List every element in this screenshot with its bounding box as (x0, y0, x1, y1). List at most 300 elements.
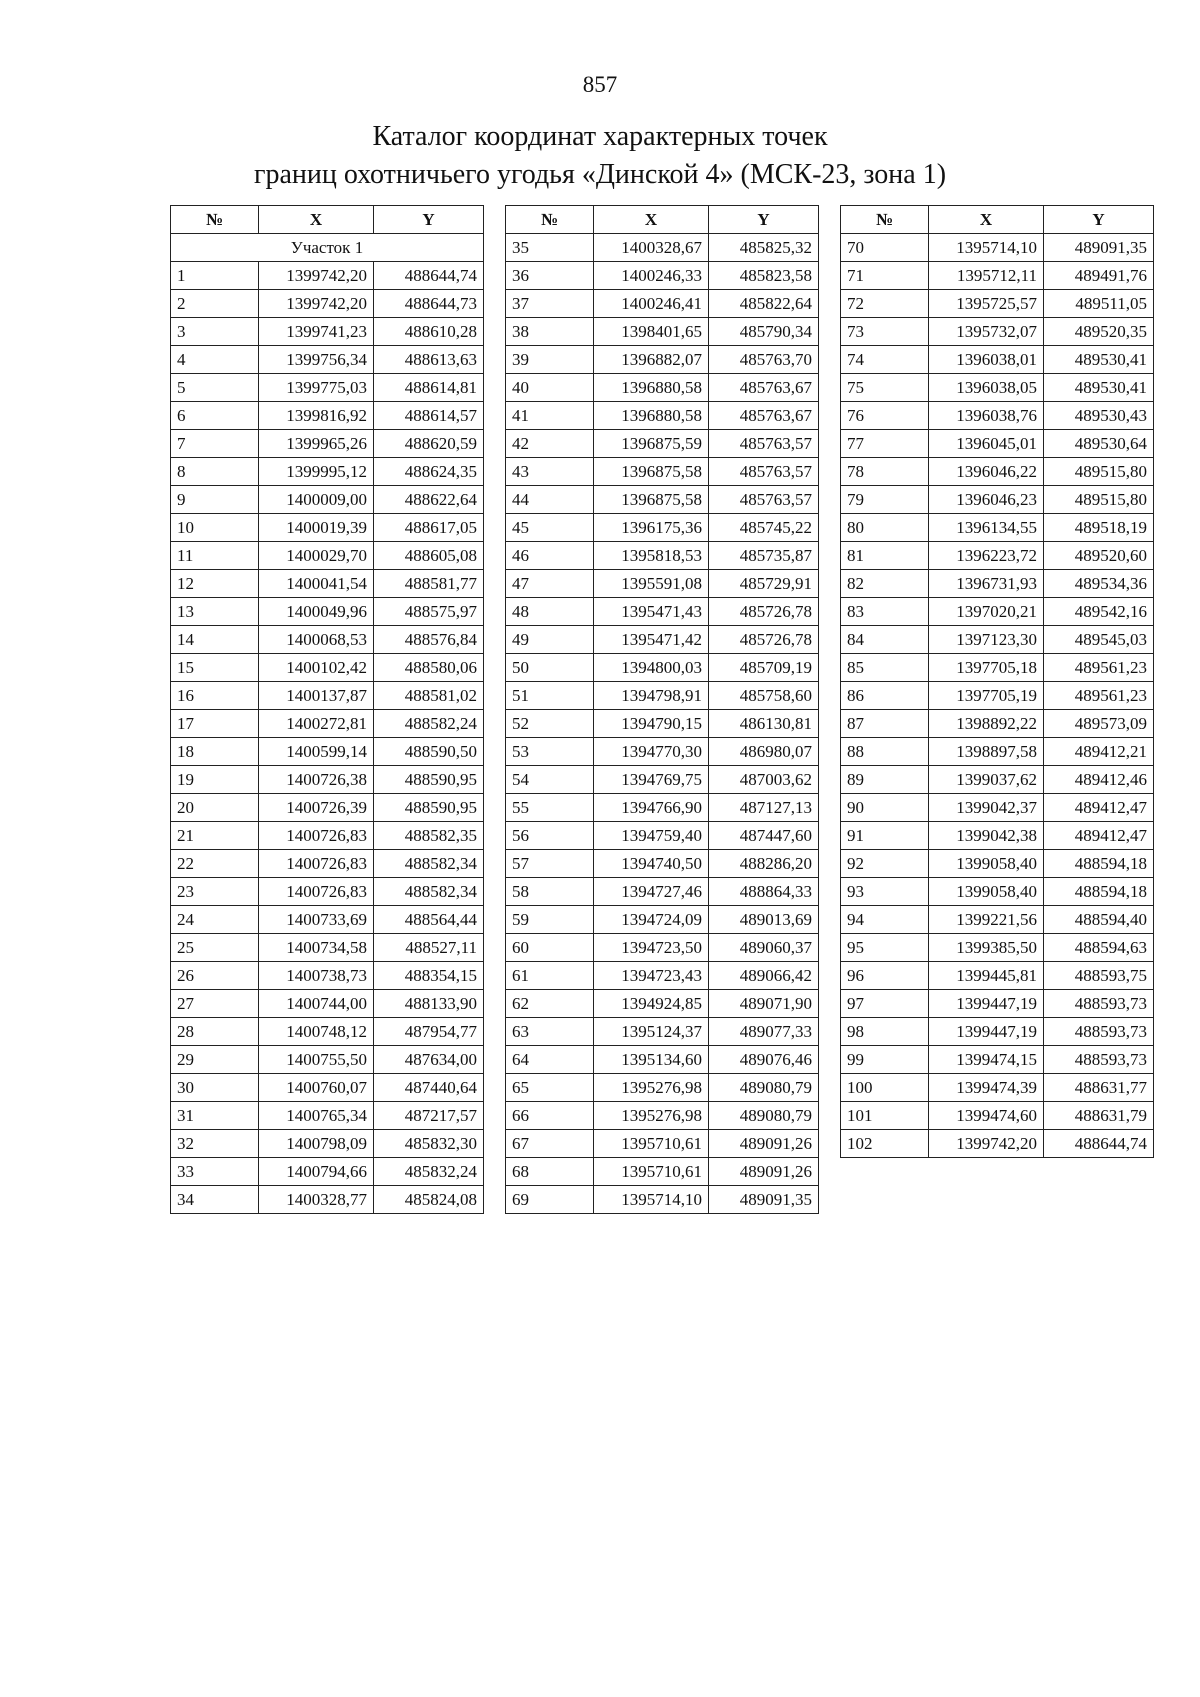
table-row (506, 374, 819, 402)
y-coordinate: 488593,73 (1044, 990, 1154, 1018)
table-row (506, 514, 819, 542)
y-coordinate: 488582,34 (374, 878, 484, 906)
x-coordinate: 1395124,37 (594, 1018, 709, 1046)
x-coordinate: 1400733,69 (259, 906, 374, 934)
table-row (171, 402, 484, 430)
table-row (841, 962, 1154, 990)
point-number: 57 (506, 850, 594, 878)
x-coordinate: 1397705,19 (929, 682, 1044, 710)
x-coordinate: 1399742,20 (259, 290, 374, 318)
y-coordinate: 488593,73 (1044, 1018, 1154, 1046)
table-row (171, 262, 484, 290)
x-coordinate: 1399742,20 (259, 262, 374, 290)
y-coordinate: 488864,33 (709, 878, 819, 906)
y-coordinate: 486130,81 (709, 710, 819, 738)
table-row (841, 1074, 1154, 1102)
y-coordinate: 489491,76 (1044, 262, 1154, 290)
x-coordinate: 1396875,58 (594, 486, 709, 514)
y-coordinate: 488576,84 (374, 626, 484, 654)
y-coordinate: 489091,35 (1044, 234, 1154, 262)
y-coordinate: 488575,97 (374, 598, 484, 626)
table-row (841, 934, 1154, 962)
point-number: 7 (171, 430, 259, 458)
y-coordinate: 488564,44 (374, 906, 484, 934)
point-number: 70 (841, 234, 929, 262)
y-coordinate: 488594,40 (1044, 906, 1154, 934)
point-number: 33 (171, 1158, 259, 1186)
y-coordinate: 487634,00 (374, 1046, 484, 1074)
point-number: 4 (171, 346, 259, 374)
x-coordinate: 1400029,70 (259, 542, 374, 570)
x-coordinate: 1399447,19 (929, 990, 1044, 1018)
point-number: 95 (841, 934, 929, 962)
y-coordinate: 485745,22 (709, 514, 819, 542)
x-coordinate: 1394759,40 (594, 822, 709, 850)
y-coordinate: 488590,50 (374, 738, 484, 766)
table-row (171, 990, 484, 1018)
table-row (506, 1046, 819, 1074)
table-row (506, 486, 819, 514)
table-row (171, 626, 484, 654)
table-row (841, 878, 1154, 906)
x-coordinate: 1396875,58 (594, 458, 709, 486)
y-coordinate: 488582,35 (374, 822, 484, 850)
header-x: X (259, 206, 374, 234)
table-row (171, 598, 484, 626)
y-coordinate: 489412,47 (1044, 794, 1154, 822)
point-number: 28 (171, 1018, 259, 1046)
point-number: 19 (171, 766, 259, 794)
table-row (506, 1102, 819, 1130)
x-coordinate: 1397020,21 (929, 598, 1044, 626)
x-coordinate: 1400798,09 (259, 1130, 374, 1158)
x-coordinate: 1395710,61 (594, 1158, 709, 1186)
y-coordinate: 485790,34 (709, 318, 819, 346)
x-coordinate: 1400272,81 (259, 710, 374, 738)
point-number: 92 (841, 850, 929, 878)
x-coordinate: 1396875,59 (594, 430, 709, 458)
x-coordinate: 1400019,39 (259, 514, 374, 542)
x-coordinate: 1400041,54 (259, 570, 374, 598)
table-row (171, 962, 484, 990)
x-coordinate: 1400246,33 (594, 262, 709, 290)
y-coordinate: 488631,77 (1044, 1074, 1154, 1102)
x-coordinate: 1400734,58 (259, 934, 374, 962)
document-title (0, 118, 1200, 194)
x-coordinate: 1399445,81 (929, 962, 1044, 990)
y-coordinate: 488581,77 (374, 570, 484, 598)
table-row (171, 794, 484, 822)
point-number: 89 (841, 766, 929, 794)
x-coordinate: 1396175,36 (594, 514, 709, 542)
table-row (841, 598, 1154, 626)
coordinates-table-2 (505, 205, 819, 1214)
y-coordinate: 489530,41 (1044, 374, 1154, 402)
point-number: 56 (506, 822, 594, 850)
table-row (506, 822, 819, 850)
x-coordinate: 1395710,61 (594, 1130, 709, 1158)
y-coordinate: 489077,33 (709, 1018, 819, 1046)
table-row (171, 1158, 484, 1186)
table-row (506, 682, 819, 710)
point-number: 48 (506, 598, 594, 626)
y-coordinate: 488527,11 (374, 934, 484, 962)
table-row (841, 402, 1154, 430)
y-coordinate: 489511,05 (1044, 290, 1154, 318)
point-number: 21 (171, 822, 259, 850)
table-row (841, 710, 1154, 738)
point-number: 35 (506, 234, 594, 262)
table-row (841, 682, 1154, 710)
table-header-row (841, 206, 1154, 234)
coordinates-table-3 (840, 205, 1154, 1158)
x-coordinate: 1395818,53 (594, 542, 709, 570)
table-row (171, 374, 484, 402)
y-coordinate: 488582,34 (374, 850, 484, 878)
y-coordinate: 488622,64 (374, 486, 484, 514)
point-number: 41 (506, 402, 594, 430)
point-number: 78 (841, 458, 929, 486)
x-coordinate: 1400760,07 (259, 1074, 374, 1102)
x-coordinate: 1400049,96 (259, 598, 374, 626)
y-coordinate: 487003,62 (709, 766, 819, 794)
y-coordinate: 487447,60 (709, 822, 819, 850)
point-number: 40 (506, 374, 594, 402)
y-coordinate: 489013,69 (709, 906, 819, 934)
point-number: 36 (506, 262, 594, 290)
point-number: 14 (171, 626, 259, 654)
x-coordinate: 1400755,50 (259, 1046, 374, 1074)
y-coordinate: 488354,15 (374, 962, 484, 990)
point-number: 69 (506, 1186, 594, 1214)
point-number: 9 (171, 486, 259, 514)
table-header-row (171, 206, 484, 234)
x-coordinate: 1394770,30 (594, 738, 709, 766)
y-coordinate: 489530,41 (1044, 346, 1154, 374)
x-coordinate: 1400102,42 (259, 654, 374, 682)
y-coordinate: 487954,77 (374, 1018, 484, 1046)
table-row (841, 906, 1154, 934)
table-row (171, 458, 484, 486)
point-number: 23 (171, 878, 259, 906)
table-row (841, 822, 1154, 850)
y-coordinate: 489530,64 (1044, 430, 1154, 458)
y-coordinate: 485822,64 (709, 290, 819, 318)
x-coordinate: 1400328,77 (259, 1186, 374, 1214)
point-number: 76 (841, 402, 929, 430)
point-number: 34 (171, 1186, 259, 1214)
point-number: 91 (841, 822, 929, 850)
point-number: 27 (171, 990, 259, 1018)
y-coordinate: 488133,90 (374, 990, 484, 1018)
point-number: 82 (841, 570, 929, 598)
point-number: 71 (841, 262, 929, 290)
y-coordinate: 488631,79 (1044, 1102, 1154, 1130)
x-coordinate: 1394769,75 (594, 766, 709, 794)
table-row (841, 542, 1154, 570)
table-row (506, 906, 819, 934)
x-coordinate: 1399775,03 (259, 374, 374, 402)
table-row (841, 486, 1154, 514)
point-number: 83 (841, 598, 929, 626)
y-coordinate: 489091,26 (709, 1158, 819, 1186)
y-coordinate: 488624,35 (374, 458, 484, 486)
point-number: 65 (506, 1074, 594, 1102)
table-row (841, 1102, 1154, 1130)
x-coordinate: 1396880,58 (594, 374, 709, 402)
point-number: 11 (171, 542, 259, 570)
y-coordinate: 488605,08 (374, 542, 484, 570)
y-coordinate: 485735,87 (709, 542, 819, 570)
table-row (841, 262, 1154, 290)
y-coordinate: 488644,73 (374, 290, 484, 318)
x-coordinate: 1399385,50 (929, 934, 1044, 962)
y-coordinate: 485825,32 (709, 234, 819, 262)
point-number: 61 (506, 962, 594, 990)
table-row (171, 906, 484, 934)
y-coordinate: 489412,47 (1044, 822, 1154, 850)
y-coordinate: 485832,30 (374, 1130, 484, 1158)
table-row (171, 878, 484, 906)
y-coordinate: 488644,74 (374, 262, 484, 290)
y-coordinate: 485763,70 (709, 346, 819, 374)
x-coordinate: 1394924,85 (594, 990, 709, 1018)
point-number: 60 (506, 934, 594, 962)
x-coordinate: 1396046,23 (929, 486, 1044, 514)
y-coordinate: 489080,79 (709, 1102, 819, 1130)
y-coordinate: 489071,90 (709, 990, 819, 1018)
point-number: 100 (841, 1074, 929, 1102)
x-coordinate: 1399741,23 (259, 318, 374, 346)
x-coordinate: 1400765,34 (259, 1102, 374, 1130)
table-row (171, 738, 484, 766)
y-coordinate: 488593,73 (1044, 1046, 1154, 1074)
point-number: 75 (841, 374, 929, 402)
x-coordinate: 1394800,03 (594, 654, 709, 682)
point-number: 88 (841, 738, 929, 766)
point-number: 47 (506, 570, 594, 598)
table-row (171, 1130, 484, 1158)
x-coordinate: 1394798,91 (594, 682, 709, 710)
table-row (171, 570, 484, 598)
y-coordinate: 488644,74 (1044, 1130, 1154, 1158)
table-row (506, 850, 819, 878)
y-coordinate: 489545,03 (1044, 626, 1154, 654)
y-coordinate: 489561,23 (1044, 654, 1154, 682)
point-number: 8 (171, 458, 259, 486)
y-coordinate: 485832,24 (374, 1158, 484, 1186)
table-row (841, 318, 1154, 346)
x-coordinate: 1395276,98 (594, 1102, 709, 1130)
table-row (506, 1158, 819, 1186)
point-number: 29 (171, 1046, 259, 1074)
y-coordinate: 488582,24 (374, 710, 484, 738)
y-coordinate: 488581,02 (374, 682, 484, 710)
y-coordinate: 487440,64 (374, 1074, 484, 1102)
table-row (841, 990, 1154, 1018)
point-number: 58 (506, 878, 594, 906)
table-row (506, 1186, 819, 1214)
x-coordinate: 1396045,01 (929, 430, 1044, 458)
y-coordinate: 488590,95 (374, 794, 484, 822)
y-coordinate: 485763,57 (709, 458, 819, 486)
x-coordinate: 1397705,18 (929, 654, 1044, 682)
point-number: 85 (841, 654, 929, 682)
table-row (506, 766, 819, 794)
table-row (171, 850, 484, 878)
y-coordinate: 489515,80 (1044, 458, 1154, 486)
table-row (171, 682, 484, 710)
point-number: 13 (171, 598, 259, 626)
x-coordinate: 1400009,00 (259, 486, 374, 514)
point-number: 81 (841, 542, 929, 570)
x-coordinate: 1395276,98 (594, 1074, 709, 1102)
y-coordinate: 485729,91 (709, 570, 819, 598)
y-coordinate: 489518,19 (1044, 514, 1154, 542)
y-coordinate: 489520,35 (1044, 318, 1154, 346)
table-row (171, 514, 484, 542)
x-coordinate: 1396882,07 (594, 346, 709, 374)
point-number: 37 (506, 290, 594, 318)
table-row (506, 990, 819, 1018)
y-coordinate: 488610,28 (374, 318, 484, 346)
table-row (506, 878, 819, 906)
point-number: 84 (841, 626, 929, 654)
table-row (506, 318, 819, 346)
point-number: 74 (841, 346, 929, 374)
x-coordinate: 1399756,34 (259, 346, 374, 374)
table-row (171, 654, 484, 682)
y-coordinate: 485763,57 (709, 486, 819, 514)
x-coordinate: 1399816,92 (259, 402, 374, 430)
page-number: 857 (582, 72, 618, 97)
y-coordinate: 485763,67 (709, 374, 819, 402)
x-coordinate: 1400328,67 (594, 234, 709, 262)
table-row (841, 290, 1154, 318)
point-number: 97 (841, 990, 929, 1018)
x-coordinate: 1398897,58 (929, 738, 1044, 766)
y-coordinate: 485726,78 (709, 626, 819, 654)
x-coordinate: 1400068,53 (259, 626, 374, 654)
point-number: 87 (841, 710, 929, 738)
point-number: 18 (171, 738, 259, 766)
point-number: 66 (506, 1102, 594, 1130)
table-row (841, 374, 1154, 402)
x-coordinate: 1399447,19 (929, 1018, 1044, 1046)
y-coordinate: 489530,43 (1044, 402, 1154, 430)
y-coordinate: 489091,26 (709, 1130, 819, 1158)
header-number: № (841, 206, 929, 234)
x-coordinate: 1396038,05 (929, 374, 1044, 402)
table-row (506, 402, 819, 430)
x-coordinate: 1395725,57 (929, 290, 1044, 318)
table-row (841, 514, 1154, 542)
point-number: 73 (841, 318, 929, 346)
x-coordinate: 1399058,40 (929, 850, 1044, 878)
table-row (171, 486, 484, 514)
x-coordinate: 1400726,38 (259, 766, 374, 794)
x-coordinate: 1399995,12 (259, 458, 374, 486)
table-row (171, 934, 484, 962)
point-number: 63 (506, 1018, 594, 1046)
x-coordinate: 1395471,43 (594, 598, 709, 626)
y-coordinate: 489091,35 (709, 1186, 819, 1214)
y-coordinate: 489561,23 (1044, 682, 1154, 710)
header-number: № (171, 206, 259, 234)
header-y: Y (1044, 206, 1154, 234)
x-coordinate: 1400726,83 (259, 878, 374, 906)
table-row (506, 962, 819, 990)
x-coordinate: 1396038,01 (929, 346, 1044, 374)
x-coordinate: 1400726,83 (259, 850, 374, 878)
table-row (171, 318, 484, 346)
table-row (841, 766, 1154, 794)
header-x: X (594, 206, 709, 234)
y-coordinate: 488594,18 (1044, 878, 1154, 906)
table-row (506, 458, 819, 486)
y-coordinate: 486980,07 (709, 738, 819, 766)
x-coordinate: 1395732,07 (929, 318, 1044, 346)
table-row (506, 542, 819, 570)
table-row (841, 234, 1154, 262)
table-row (171, 430, 484, 458)
point-number: 1 (171, 262, 259, 290)
point-number: 72 (841, 290, 929, 318)
y-coordinate: 488594,18 (1044, 850, 1154, 878)
x-coordinate: 1395714,10 (929, 234, 1044, 262)
table-row (506, 710, 819, 738)
point-number: 10 (171, 514, 259, 542)
point-number: 15 (171, 654, 259, 682)
x-coordinate: 1400726,39 (259, 794, 374, 822)
y-coordinate: 485709,19 (709, 654, 819, 682)
y-coordinate: 489515,80 (1044, 486, 1154, 514)
table-row (506, 262, 819, 290)
point-number: 43 (506, 458, 594, 486)
x-coordinate: 1395591,08 (594, 570, 709, 598)
table-row (841, 346, 1154, 374)
point-number: 32 (171, 1130, 259, 1158)
y-coordinate: 485763,57 (709, 430, 819, 458)
x-coordinate: 1398892,22 (929, 710, 1044, 738)
y-coordinate: 485763,67 (709, 402, 819, 430)
x-coordinate: 1395134,60 (594, 1046, 709, 1074)
table-row (171, 1046, 484, 1074)
coordinates-table-1 (170, 205, 484, 1214)
y-coordinate: 485824,08 (374, 1186, 484, 1214)
x-coordinate: 1394723,50 (594, 934, 709, 962)
y-coordinate: 489573,09 (1044, 710, 1154, 738)
table-row (841, 1018, 1154, 1046)
table-row (506, 290, 819, 318)
table-row (506, 1074, 819, 1102)
y-coordinate: 488593,75 (1044, 962, 1154, 990)
point-number: 102 (841, 1130, 929, 1158)
point-number: 49 (506, 626, 594, 654)
y-coordinate: 487217,57 (374, 1102, 484, 1130)
table-row (506, 346, 819, 374)
point-number: 98 (841, 1018, 929, 1046)
x-coordinate: 1395471,42 (594, 626, 709, 654)
table-row (506, 794, 819, 822)
point-number: 22 (171, 850, 259, 878)
table-row (506, 934, 819, 962)
point-number: 24 (171, 906, 259, 934)
y-coordinate: 488614,81 (374, 374, 484, 402)
table-row (171, 1018, 484, 1046)
x-coordinate: 1397123,30 (929, 626, 1044, 654)
table-row (841, 626, 1154, 654)
